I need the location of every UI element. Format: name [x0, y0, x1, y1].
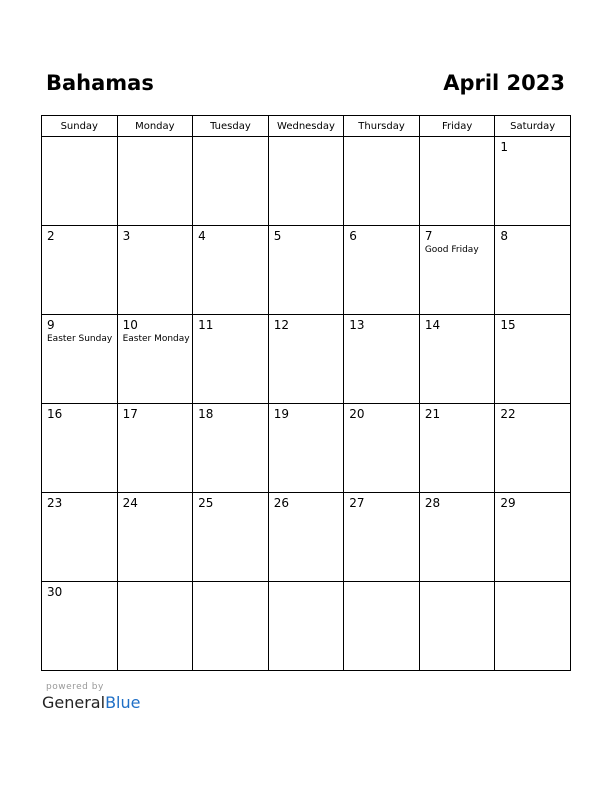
day-content — [193, 582, 268, 585]
day-cell[interactable] — [419, 493, 495, 582]
day-content — [193, 404, 268, 421]
day-content — [344, 226, 419, 243]
day-content — [344, 137, 419, 140]
day-content — [495, 493, 570, 510]
day-cell[interactable] — [344, 226, 420, 315]
day-number: 11 — [198, 318, 214, 332]
day-number: 29 — [500, 496, 516, 510]
day-content — [269, 226, 344, 243]
day-cell[interactable] — [344, 404, 420, 493]
day-cell[interactable] — [117, 226, 193, 315]
day-content — [118, 582, 193, 585]
day-content — [495, 226, 570, 243]
weekday-header: Monday — [117, 116, 193, 137]
day-number: 16 — [47, 407, 63, 421]
day-cell — [42, 137, 118, 226]
day-number: 30 — [47, 585, 63, 599]
day-cell — [268, 582, 344, 671]
day-number: 8 — [500, 229, 509, 243]
day-content — [193, 315, 268, 332]
day-content — [269, 404, 344, 421]
weekday-header: Tuesday — [193, 116, 269, 137]
brand-name-part2: Blue — [105, 693, 141, 712]
month-title: April 2023 — [443, 71, 565, 95]
day-cell — [117, 582, 193, 671]
day-number: 6 — [349, 229, 357, 243]
day-cell[interactable] — [42, 226, 118, 315]
day-content — [269, 315, 344, 332]
day-number: 10 — [122, 318, 138, 332]
day-content — [495, 404, 570, 421]
day-cell[interactable] — [419, 226, 495, 315]
day-content — [118, 493, 193, 510]
day-content — [42, 493, 117, 510]
day-number: 19 — [273, 407, 289, 421]
day-content — [495, 315, 570, 332]
day-number: 7 — [424, 229, 433, 243]
day-content — [269, 582, 344, 585]
day-cell — [344, 137, 420, 226]
day-content — [420, 582, 495, 585]
day-content — [193, 226, 268, 243]
calendar-grid — [41, 115, 571, 671]
powered-by-label: powered by — [46, 682, 104, 692]
day-content — [269, 137, 344, 140]
weekday-header: Saturday — [495, 116, 571, 137]
day-content — [344, 582, 419, 585]
day-content — [495, 137, 570, 154]
day-cell[interactable] — [42, 315, 118, 404]
day-number: 18 — [198, 407, 214, 421]
day-number: 12 — [273, 318, 289, 332]
day-cell[interactable] — [344, 315, 420, 404]
day-cell[interactable] — [268, 315, 344, 404]
day-cell — [193, 137, 269, 226]
week-row — [42, 404, 571, 493]
day-number: 15 — [500, 318, 516, 332]
day-content — [420, 404, 495, 421]
holiday-label: Good Friday — [424, 245, 479, 255]
day-cell[interactable] — [117, 493, 193, 582]
weekday-header: Friday — [419, 116, 495, 137]
day-cell[interactable] — [268, 493, 344, 582]
day-cell — [268, 137, 344, 226]
day-number: 22 — [500, 407, 516, 421]
day-number: 24 — [122, 496, 138, 510]
day-content — [344, 315, 419, 332]
day-number: 1 — [500, 140, 509, 154]
brand-name-part1: General — [42, 693, 106, 712]
day-cell — [419, 137, 495, 226]
day-number: 13 — [349, 318, 365, 332]
day-cell[interactable] — [495, 226, 571, 315]
day-cell[interactable] — [419, 315, 495, 404]
day-cell[interactable] — [42, 582, 118, 671]
day-cell[interactable] — [495, 315, 571, 404]
week-row — [42, 315, 571, 404]
day-cell — [344, 582, 420, 671]
day-number: 2 — [47, 229, 55, 243]
day-cell[interactable] — [42, 404, 118, 493]
day-cell[interactable] — [117, 404, 193, 493]
day-content — [118, 404, 193, 421]
day-cell[interactable] — [495, 404, 571, 493]
day-content — [118, 226, 193, 243]
day-content — [42, 226, 117, 243]
day-content — [344, 404, 419, 421]
day-number: 21 — [424, 407, 441, 421]
day-cell[interactable] — [42, 493, 118, 582]
day-cell — [495, 582, 571, 671]
day-cell[interactable] — [419, 404, 495, 493]
day-number: 14 — [424, 318, 441, 332]
holiday-label: Easter Sunday — [47, 334, 113, 344]
day-content — [42, 315, 117, 346]
day-number: 4 — [198, 229, 206, 243]
day-cell[interactable] — [268, 404, 344, 493]
day-cell[interactable] — [193, 315, 269, 404]
day-cell[interactable] — [268, 226, 344, 315]
weekday-header: Wednesday — [268, 116, 344, 137]
country-title: Bahamas — [46, 71, 154, 95]
day-number: 26 — [273, 496, 289, 510]
day-number: 23 — [47, 496, 63, 510]
weekday-header: Sunday — [42, 116, 118, 137]
day-cell[interactable] — [193, 493, 269, 582]
weekday-header: Thursday — [344, 116, 420, 137]
weekday-header-row — [42, 116, 571, 137]
holiday-label: Easter Monday — [122, 334, 190, 344]
day-number: 9 — [47, 318, 55, 332]
day-cell[interactable] — [495, 493, 571, 582]
day-number: 27 — [349, 496, 365, 510]
day-content — [118, 137, 193, 140]
day-content — [42, 404, 117, 421]
day-cell — [117, 137, 193, 226]
day-content — [193, 137, 268, 140]
day-content — [495, 582, 570, 585]
day-content — [420, 137, 495, 140]
day-cell[interactable] — [117, 315, 193, 404]
day-content — [344, 493, 419, 510]
week-row — [42, 226, 571, 315]
day-content — [42, 582, 117, 599]
day-content — [420, 226, 495, 257]
day-content — [42, 137, 117, 140]
day-cell — [419, 582, 495, 671]
day-number: 17 — [122, 407, 138, 421]
day-number: 20 — [349, 407, 365, 421]
brand-logo[interactable] — [42, 693, 140, 712]
day-cell[interactable] — [193, 404, 269, 493]
day-cell[interactable] — [495, 137, 571, 226]
week-row — [42, 582, 571, 671]
day-cell — [193, 582, 269, 671]
day-content — [118, 315, 193, 346]
day-content — [420, 493, 495, 510]
day-number: 28 — [424, 496, 441, 510]
day-content — [193, 493, 268, 510]
week-row — [42, 493, 571, 582]
day-number: 25 — [198, 496, 214, 510]
day-content — [269, 493, 344, 510]
day-content — [420, 315, 495, 332]
day-cell[interactable] — [344, 493, 420, 582]
day-number: 3 — [122, 229, 131, 243]
week-row — [42, 137, 571, 226]
day-cell[interactable] — [193, 226, 269, 315]
day-number: 5 — [273, 229, 282, 243]
